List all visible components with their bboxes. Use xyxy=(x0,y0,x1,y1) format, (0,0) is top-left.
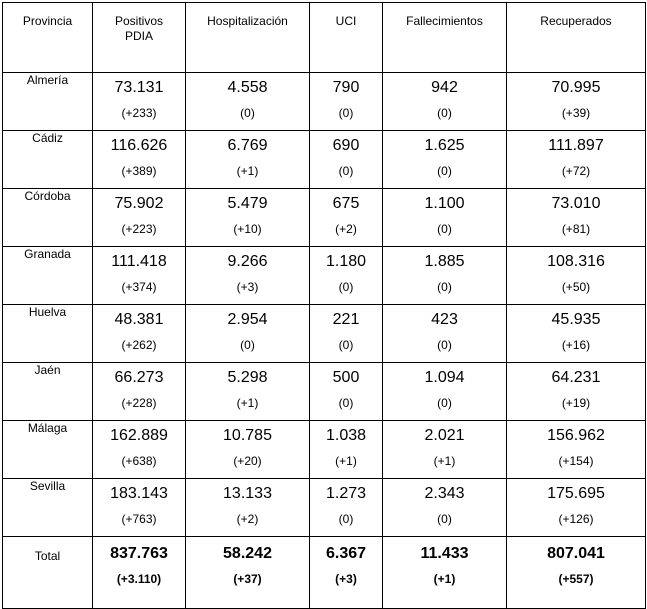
cell-delta: (0) xyxy=(437,280,452,294)
fallecimientos-cell xyxy=(383,305,507,363)
cell-value: 500 xyxy=(332,369,360,386)
recuperados-cell xyxy=(507,421,646,479)
cell-value: 790 xyxy=(332,79,360,96)
uci-cell xyxy=(310,479,383,537)
uci-cell xyxy=(310,421,383,479)
cell-delta: (+2) xyxy=(236,512,259,526)
cell-value: 111.897 xyxy=(548,137,604,154)
hospitalizacion-cell xyxy=(186,131,310,189)
header-fallecimientos: Fallecimientos xyxy=(383,3,507,73)
cell-delta: (0) xyxy=(437,164,452,178)
cell-delta: (+10) xyxy=(233,222,262,236)
cell-delta: (+233) xyxy=(121,106,157,120)
fallecimientos-cell xyxy=(383,247,507,305)
uci-cell xyxy=(310,305,383,363)
cell-value: 5.298 xyxy=(227,369,268,386)
cell-value: 183.143 xyxy=(110,485,168,502)
hospitalizacion-cell xyxy=(186,73,310,131)
cell-value: 73.010 xyxy=(551,195,601,212)
cell-value: 942 xyxy=(431,79,458,96)
positivos-cell xyxy=(93,305,186,363)
total-delta: (+37) xyxy=(233,572,262,586)
total-delta: (+1) xyxy=(433,572,456,586)
cell-value: 162.889 xyxy=(110,427,168,444)
cell-delta: (+72) xyxy=(561,164,591,178)
cell-delta: (+223) xyxy=(121,222,157,236)
uci-cell xyxy=(310,363,383,421)
positivos-cell xyxy=(93,189,186,247)
cell-delta: (0) xyxy=(338,338,354,352)
table-row xyxy=(3,479,646,537)
recuperados-cell xyxy=(507,305,646,363)
hospitalizacion-cell xyxy=(186,189,310,247)
province-name: Huelva xyxy=(3,305,93,363)
hospitalizacion-total-cell xyxy=(186,537,310,609)
cell-value: 75.902 xyxy=(114,195,164,212)
cell-value: 10.785 xyxy=(223,427,272,444)
fallecimientos-cell xyxy=(383,479,507,537)
table-row xyxy=(3,363,646,421)
fallecimientos-cell xyxy=(383,189,507,247)
province-name: Sevilla xyxy=(3,479,93,537)
cell-delta: (0) xyxy=(437,512,452,526)
table-row xyxy=(3,421,646,479)
cell-delta: (0) xyxy=(338,396,354,410)
cell-value: 48.381 xyxy=(114,311,164,328)
cell-value: 13.133 xyxy=(223,485,272,502)
cell-value: 675 xyxy=(332,195,360,212)
cell-delta: (+1) xyxy=(433,454,456,468)
positivos-cell xyxy=(93,479,186,537)
total-delta: (+3.110) xyxy=(116,572,162,586)
recuperados-cell xyxy=(507,479,646,537)
cell-value: 1.100 xyxy=(424,195,465,212)
cell-delta: (+374) xyxy=(121,280,157,294)
cell-value: 9.266 xyxy=(227,253,268,270)
cell-value: 1.038 xyxy=(325,427,367,444)
cell-value: 1.273 xyxy=(325,485,367,502)
total-value: 837.763 xyxy=(110,545,168,562)
cell-value: 116.626 xyxy=(110,137,168,154)
table-row xyxy=(3,305,646,363)
fallecimientos-cell xyxy=(383,363,507,421)
header-uci: UCI xyxy=(310,3,383,73)
total-value: 11.433 xyxy=(420,545,469,562)
uci-cell xyxy=(310,189,383,247)
province-name: Córdoba xyxy=(3,189,93,247)
cell-delta: (+16) xyxy=(561,338,591,352)
cell-value: 5.479 xyxy=(227,195,268,212)
cell-delta: (+154) xyxy=(558,454,594,468)
cell-value: 156.962 xyxy=(547,427,605,444)
hospitalizacion-cell xyxy=(186,363,310,421)
header-row xyxy=(3,3,646,73)
cell-delta: (+1) xyxy=(335,454,357,468)
total-label: Total xyxy=(3,537,93,609)
cell-value: 45.935 xyxy=(551,311,601,328)
cell-value: 4.558 xyxy=(227,79,268,96)
uci-cell xyxy=(310,247,383,305)
cell-delta: (0) xyxy=(338,164,354,178)
table-row xyxy=(3,189,646,247)
cell-delta: (0) xyxy=(338,106,354,120)
cell-value: 221 xyxy=(332,311,360,328)
cell-delta: (+81) xyxy=(561,222,591,236)
fallecimientos-total-cell xyxy=(383,537,507,609)
positivos-cell xyxy=(93,131,186,189)
positivos-total-cell xyxy=(93,537,186,609)
recuperados-cell xyxy=(507,247,646,305)
province-name: Málaga xyxy=(3,421,93,479)
header-provincia: Provincia xyxy=(3,3,93,73)
cell-delta: (0) xyxy=(437,222,452,236)
province-name: Granada xyxy=(3,247,93,305)
total-row xyxy=(3,537,646,609)
cell-value: 1.625 xyxy=(424,137,465,154)
cell-value: 690 xyxy=(332,137,360,154)
recuperados-cell xyxy=(507,189,646,247)
cell-delta: (+763) xyxy=(121,512,157,526)
cell-delta: (+126) xyxy=(558,512,594,526)
positivos-cell xyxy=(93,421,186,479)
cell-delta: (+389) xyxy=(121,164,157,178)
province-name: Cádiz xyxy=(3,131,93,189)
uci-cell xyxy=(310,131,383,189)
cell-delta: (0) xyxy=(240,338,255,352)
hospitalizacion-cell xyxy=(186,247,310,305)
cell-value: 66.273 xyxy=(114,369,164,386)
cell-value: 73.131 xyxy=(114,79,164,96)
table-row xyxy=(3,247,646,305)
header-recuperados: Recuperados xyxy=(507,3,646,73)
total-delta: (+3) xyxy=(335,572,357,586)
cell-value: 175.695 xyxy=(547,485,605,502)
cell-delta: (0) xyxy=(240,106,255,120)
cell-value: 2.021 xyxy=(424,427,465,444)
cell-delta: (+262) xyxy=(121,338,157,352)
cell-delta: (+50) xyxy=(561,280,591,294)
cell-delta: (+20) xyxy=(233,454,262,468)
recuperados-cell xyxy=(507,73,646,131)
cell-delta: (+1) xyxy=(236,164,259,178)
total-value: 807.041 xyxy=(547,545,605,562)
total-delta: (+557) xyxy=(558,572,594,586)
cell-value: 1.885 xyxy=(424,253,465,270)
recuperados-total-cell xyxy=(507,537,646,609)
total-value: 6.367 xyxy=(325,545,367,562)
positivos-cell xyxy=(93,363,186,421)
covid-province-table xyxy=(2,2,646,609)
cell-value: 423 xyxy=(431,311,458,328)
total-value: 58.242 xyxy=(223,545,272,562)
uci-cell xyxy=(310,73,383,131)
hospitalizacion-cell xyxy=(186,305,310,363)
positivos-cell xyxy=(93,247,186,305)
cell-value: 2.343 xyxy=(424,485,465,502)
cell-delta: (+638) xyxy=(121,454,157,468)
cell-delta: (+228) xyxy=(121,396,157,410)
cell-value: 111.418 xyxy=(111,253,167,270)
header-positivos: Positivos PDIA xyxy=(93,3,186,73)
fallecimientos-cell xyxy=(383,73,507,131)
cell-delta: (+1) xyxy=(236,396,259,410)
province-name: Almería xyxy=(3,73,93,131)
header-hospitalizacion: Hospitalización xyxy=(186,3,310,73)
hospitalizacion-cell xyxy=(186,479,310,537)
cell-delta: (0) xyxy=(437,106,452,120)
cell-delta: (0) xyxy=(437,396,452,410)
fallecimientos-cell xyxy=(383,421,507,479)
cell-value: 1.094 xyxy=(424,369,465,386)
cell-value: 6.769 xyxy=(227,137,268,154)
cell-delta: (0) xyxy=(338,512,354,526)
recuperados-cell xyxy=(507,131,646,189)
cell-delta: (+39) xyxy=(561,106,591,120)
cell-value: 64.231 xyxy=(551,369,601,386)
fallecimientos-cell xyxy=(383,131,507,189)
cell-value: 1.180 xyxy=(325,253,367,270)
cell-value: 2.954 xyxy=(227,311,268,328)
positivos-cell xyxy=(93,73,186,131)
cell-delta: (0) xyxy=(437,338,452,352)
cell-value: 70.995 xyxy=(551,79,601,96)
table-row xyxy=(3,73,646,131)
uci-total-cell xyxy=(310,537,383,609)
cell-value: 108.316 xyxy=(547,253,605,270)
cell-delta: (+3) xyxy=(236,280,259,294)
province-name: Jaén xyxy=(3,363,93,421)
cell-delta: (+19) xyxy=(561,396,591,410)
hospitalizacion-cell xyxy=(186,421,310,479)
cell-delta: (0) xyxy=(338,280,354,294)
recuperados-cell xyxy=(507,363,646,421)
cell-delta: (+2) xyxy=(335,222,357,236)
table-row xyxy=(3,131,646,189)
